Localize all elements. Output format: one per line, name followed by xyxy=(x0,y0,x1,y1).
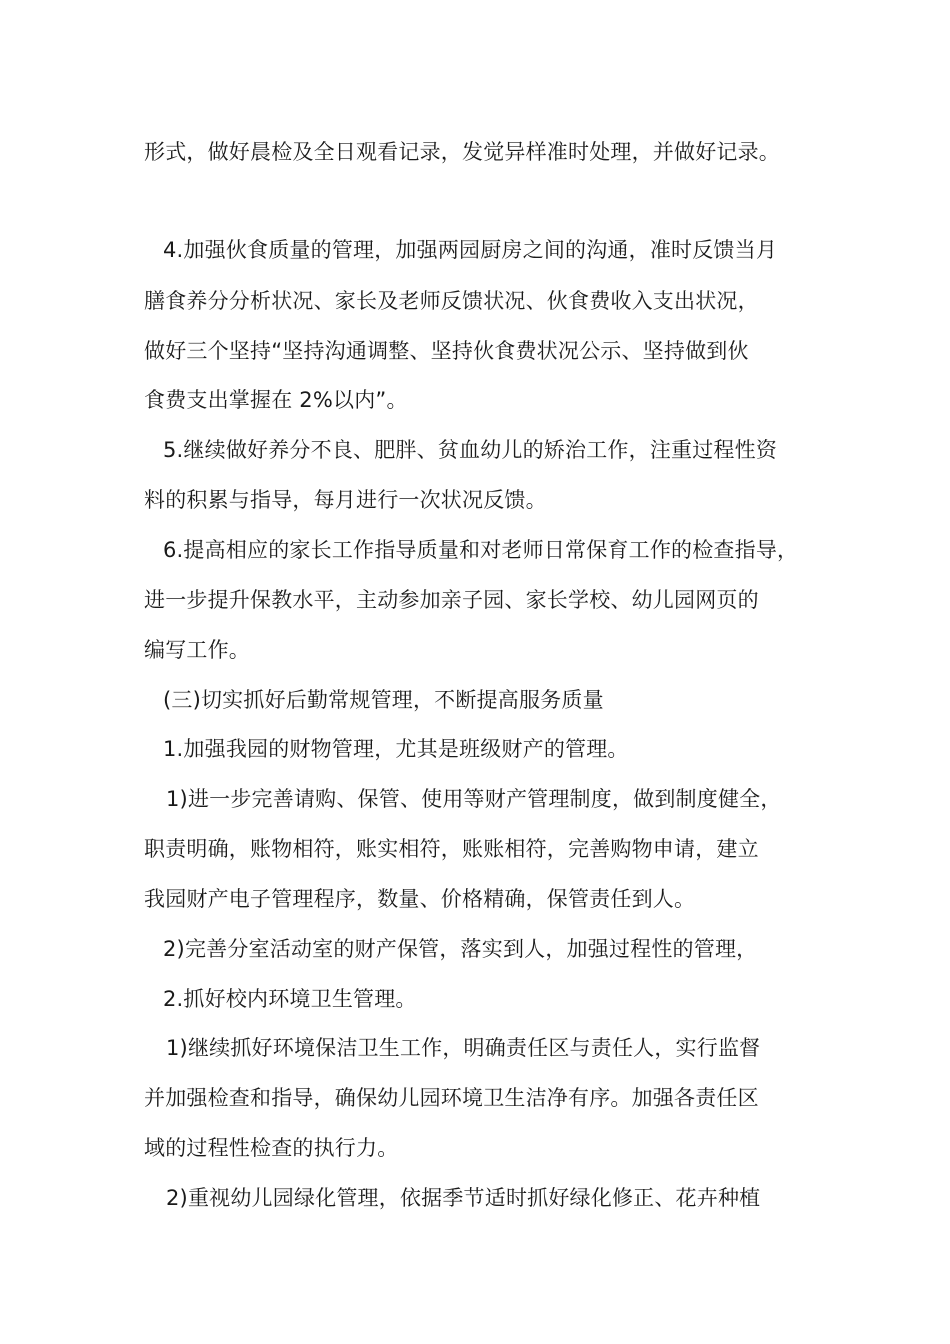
text-line-4: 做好三个坚持“坚持沟通调整、坚持伙食费状况公示、坚持做到伙 xyxy=(144,339,749,363)
text-line-14: 职责明确，账物相符，账实相符，账账相符，完善购物申请，建立 xyxy=(144,837,759,861)
text-line-3: 膳食养分分析状况、家长及老师反馈状况、伙食费收入支出状况， xyxy=(144,289,759,313)
text-line-7: 料的积累与指导，每月进行一次状况反馈。 xyxy=(144,488,547,512)
text-line-16: 2)完善分室活动室的财产保管，落实到人，加强过程性的管理， xyxy=(163,937,758,961)
text-line-5: 食费支出掌握在 2%以内”。 xyxy=(144,388,408,412)
text-line-9: 进一步提升保教水平，主动参加亲子园、家长学校、幼儿园网页的 xyxy=(144,588,759,612)
text-line-15: 我园财产电子管理程序，数量、价格精确，保管责任到人。 xyxy=(144,887,696,911)
section-heading: (三)切实抓好后勤常规管理，不断提高服务质量 xyxy=(163,688,604,712)
text-line-2: 4.加强伙食质量的管理，加强两园厨房之间的沟通，准时反馈当月 xyxy=(163,238,778,262)
text-line-19: 并加强检查和指导，确保幼儿园环境卫生洁净有序。加强各责任区 xyxy=(144,1086,759,1110)
text-line-21: 2)重视幼儿园绿化管理，依据季节适时抓好绿化修正、花卉种植 xyxy=(166,1186,761,1210)
text-line-6: 5.继续做好养分不良、肥胖、贫血幼儿的矫治工作，注重过程性资 xyxy=(163,438,778,462)
text-line-1: 形式，做好晨检及全日观看记录，发觉异样准时处理，并做好记录。 xyxy=(144,140,780,164)
text-line-17: 2.抓好校内环境卫生管理。 xyxy=(163,987,417,1011)
text-line-13: 1)进一步完善请购、保管、使用等财产管理制度，做到制度健全， xyxy=(166,787,782,811)
text-line-8: 6.提高相应的家长工作指导质量和对老师日常保育工作的检查指导， xyxy=(163,538,799,562)
text-line-12: 1.加强我园的财物管理，尤其是班级财产的管理。 xyxy=(163,737,629,761)
text-line-10: 编写工作。 xyxy=(144,638,250,662)
text-line-20: 域的过程性检查的执行力。 xyxy=(144,1136,399,1160)
text-line-18: 1)继续抓好环境保洁卫生工作，明确责任区与责任人，实行监督 xyxy=(166,1036,761,1060)
